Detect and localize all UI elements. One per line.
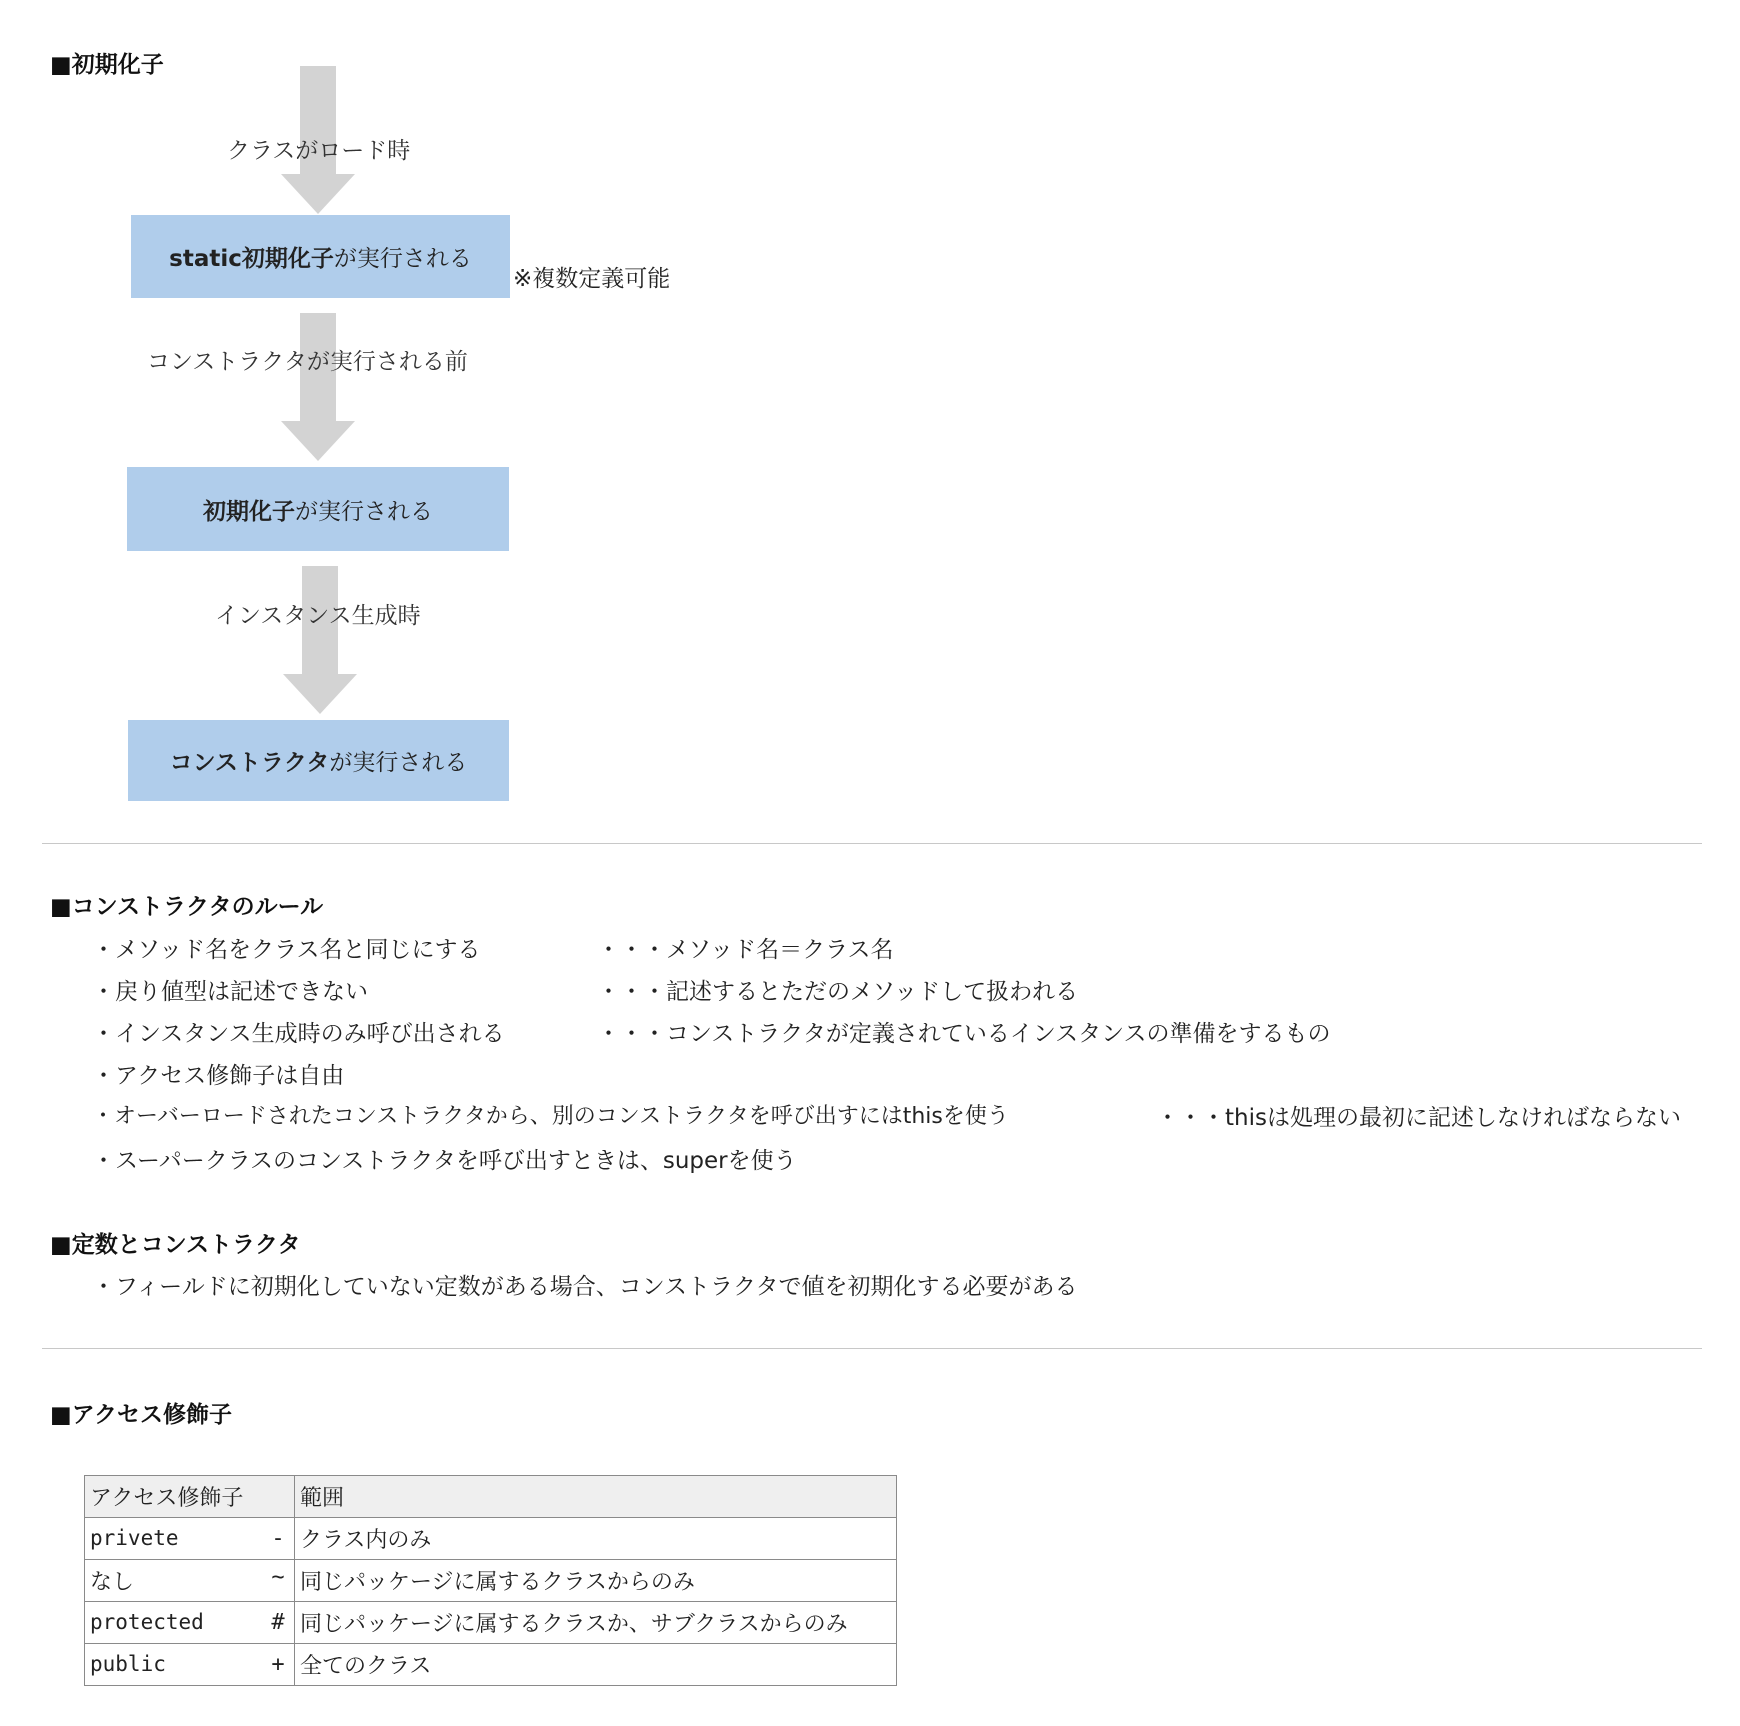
box-bold-text: 初期化子 xyxy=(203,498,295,525)
modifier-cell xyxy=(85,1560,295,1602)
divider xyxy=(42,1348,1702,1349)
rule-text: ・スーパークラスのコンストラクタを呼び出すときは、superを使う xyxy=(92,1148,797,1174)
table-row xyxy=(85,1560,897,1602)
scope-cell: 全てのクラス xyxy=(295,1644,897,1686)
flow-arrow-2 xyxy=(281,313,355,461)
table-header-row xyxy=(85,1476,897,1518)
rule-text: ・オーバーロードされたコンストラクタから、別のコンストラクタを呼び出すにはthisを使う xyxy=(92,1104,1009,1129)
rule-text: ・メソッド名をクラス名と同じにする xyxy=(92,937,481,963)
table-row xyxy=(85,1644,897,1686)
section-heading-constructor-rules: ■コンストラクタのルール xyxy=(50,894,324,920)
flow-note-multiple-definitions: ※複数定義可能 xyxy=(513,266,671,292)
divider xyxy=(42,843,1702,844)
rule-note: ・・・thisは処理の最初に記述しなければならない xyxy=(1156,1105,1681,1131)
table-row xyxy=(85,1518,897,1560)
scope-cell: クラス内のみ xyxy=(295,1518,897,1560)
box-rest-text: が実行される xyxy=(295,498,433,525)
modifier-cell xyxy=(85,1518,295,1560)
flow-label-class-load: クラスがロード時 xyxy=(227,138,411,164)
rule-text: ・アクセス修飾子は自由 xyxy=(92,1063,345,1089)
section-heading-constants: ■定数とコンストラクタ xyxy=(50,1232,301,1258)
rule-note: ・・・メソッド名＝クラス名 xyxy=(597,937,894,963)
modifier-name: public xyxy=(90,1652,166,1676)
modifier-symbol: - xyxy=(271,1526,285,1551)
modifier-name: privete xyxy=(90,1526,179,1550)
section-heading-access-modifiers: ■アクセス修飾子 xyxy=(50,1402,233,1428)
rule-text: ・戻り値型は記述できない xyxy=(92,979,368,1005)
table-header-cell: アクセス修飾子 xyxy=(85,1476,295,1518)
flow-label-before-constructor: コンストラクタが実行される前 xyxy=(147,349,468,375)
modifier-cell xyxy=(85,1644,295,1686)
scope-cell: 同じパッケージに属するクラスか、サブクラスからのみ xyxy=(295,1602,897,1644)
flow-box-static-initializer xyxy=(131,215,510,298)
scope-cell: 同じパッケージに属するクラスからのみ xyxy=(295,1560,897,1602)
modifier-name: protected xyxy=(90,1610,204,1634)
modifier-symbol: ~ xyxy=(271,1565,285,1590)
table-row xyxy=(85,1602,897,1644)
flow-box-constructor xyxy=(128,720,509,801)
box-bold-text: コンストラクタ xyxy=(169,750,330,776)
section-heading-initializer: ■初期化子 xyxy=(50,52,164,78)
modifier-cell xyxy=(85,1602,295,1644)
flow-arrow-3 xyxy=(283,566,357,714)
flow-label-instance-creation: インスタンス生成時 xyxy=(215,603,421,629)
flow-box-initializer xyxy=(127,467,509,551)
modifier-symbol: + xyxy=(271,1652,285,1677)
rule-text: ・インスタンス生成時のみ呼び出される xyxy=(92,1021,505,1047)
box-bold-text: static初期化子 xyxy=(169,246,334,272)
modifier-name: なし xyxy=(90,1570,135,1595)
table-header-cell: 範囲 xyxy=(295,1476,897,1518)
modifier-symbol: # xyxy=(271,1610,285,1635)
rule-note: ・・・記述するとただのメソッドして扱われる xyxy=(597,979,1079,1005)
box-rest-text: が実行される xyxy=(333,246,472,272)
box-rest-text: が実行される xyxy=(329,750,468,776)
rule-note: ・・・コンストラクタが定義されているインスタンスの準備をするもの xyxy=(597,1021,1331,1047)
access-modifier-table xyxy=(84,1475,897,1686)
constants-text: ・フィールドに初期化していない定数がある場合、コンストラクタで値を初期化する必要がある xyxy=(92,1274,1078,1300)
